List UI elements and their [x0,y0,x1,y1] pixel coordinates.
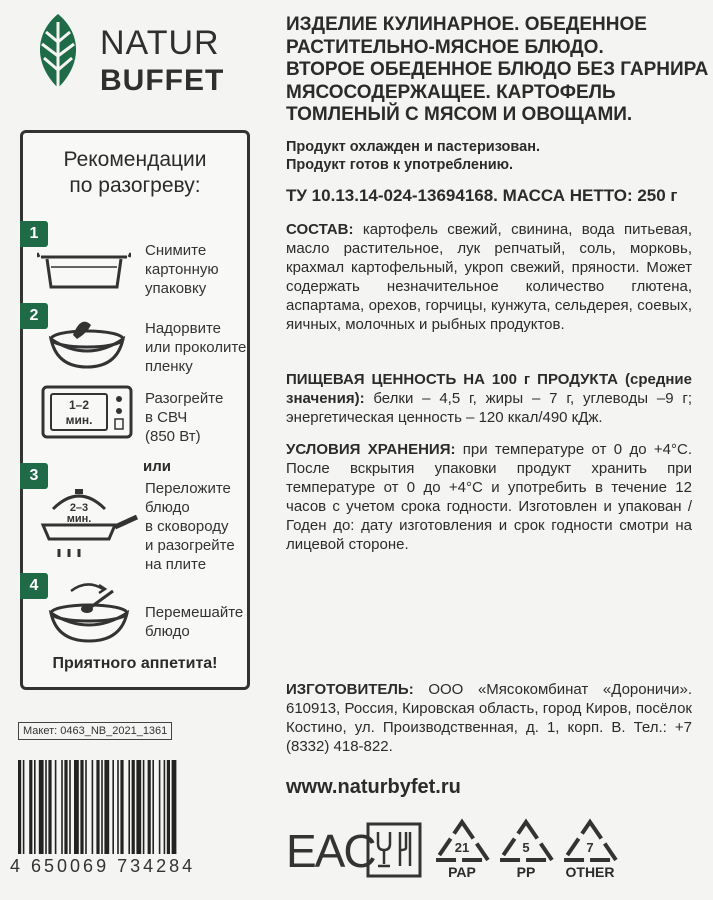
maket-label: Макет: 0463_NB_2021_1361 [18,722,172,740]
barcode-bar [64,760,67,854]
barcode-bar [148,760,151,854]
barcode-number: 4 650069 734284 [10,856,196,876]
recycle-5-icon [496,818,556,864]
bon-appetit: Приятного аппетита! [52,655,218,672]
bowl-pierce-icon [47,313,127,369]
frying-pan-icon [33,473,139,565]
brand-logo [28,12,268,102]
recycle-7-label: OTHER [565,864,615,880]
storage-conditions: УСЛОВИЯ ХРАНЕНИЯ: при температуре от 0 до +4°С. После вскрытия упаковки продукт хранить при температуре от 0 до +4°С и употребить в течение 12 часов с учетом срока годности. Изготовлен и упакован / Годен до: дату изготовления и срок годности смотри на лицевой стороне. [286,441,692,553]
barcode-bar [104,760,109,854]
barcode-bar [167,760,170,854]
svg-text:7: 7 [586,840,594,855]
barcode-bar [45,760,47,854]
heating-title: Рекомендации по разогреву: [63,148,207,197]
step-microwave-text: Разогрейте в СВЧ (850 Вт) [145,390,224,445]
eac-mark-icon: EAC [286,825,375,877]
barcode-bar [18,760,21,854]
tu-mass-line: ТУ 10.13.14-024-13694168. МАССА НЕТТО: 250 г [286,186,678,205]
barcode-image [14,760,238,856]
barcode-bar [61,760,63,854]
step-1-text: Снимите картонную упаковку [145,242,219,297]
svg-text:мин.: мин. [65,413,93,427]
barcode-bar [172,760,177,854]
barcode-bar [128,760,130,854]
barcode-bar [96,760,99,854]
website: www.naturbyfet.ru [286,776,461,798]
recycle-7-icon [560,818,620,864]
recycle-21-icon [432,818,492,864]
brand-line-2: BUFFET [100,64,225,97]
bowl-spoon-icon [47,581,131,643]
step-3-text: Переложите блюдо в сковороду и разогрейте на плите [145,480,235,573]
svg-text:2–3: 2–3 [69,502,89,514]
step-1-badge: 1 [20,221,48,247]
product-subtitle: Продукт охлажден и пастеризован. Продукт готов к употреблению. [286,139,540,173]
barcode-bar [132,760,135,854]
barcode-bar [164,760,166,854]
barcode-bar [29,760,32,854]
heating-panel [20,130,250,690]
barcode-bar [120,760,123,854]
barcode-bar [101,760,103,854]
composition: СОСТАВ: картофель свежий, свинина, вода питьевая, масло растительное, лук репчатый, соль, морковь, крахмал картофельный, укроп свежий, пряности. Может содержать незначительное количество глютена, аспартама, орехов, горчицы, кунжута, сельдерея, соевых, яичных, молочных и рыбных продуктов. [286,221,692,333]
food-contact-icon [366,822,422,878]
svg-text:5: 5 [522,840,530,855]
brand-line-1: NATUR [100,24,220,62]
barcode-bar [85,760,87,854]
recycle-21-label: PAP [448,864,476,880]
barcode-bar [80,760,83,854]
microwave-icon [41,385,133,439]
barcode-bar [159,760,161,854]
barcode-bar [69,760,71,854]
step-2-text: Надорвите или проколите пленку [145,320,247,375]
barcode-bar [152,760,154,854]
barcode-bar [92,760,94,854]
barcode-bar [74,760,79,854]
recycle-5-label: PP [516,864,536,880]
barcode-bar [39,760,44,854]
svg-text:21: 21 [454,840,470,855]
barcode-bar [23,760,25,854]
pan-icon [37,251,131,293]
barcode-bar [117,760,119,854]
barcode-bar [136,760,141,854]
barcode-bar [143,760,145,854]
nutrition: ПИЩЕВАЯ ЦЕННОСТЬ НА 100 г ПРОДУКТА (средние значения): белки – 4,5 г, жиры – 7 г, углеводы –9 г; энергетическая ценность – 120 ккал/490 кДж. [286,371,692,426]
barcode-bar [34,760,36,854]
step-2-badge: 2 [20,303,48,329]
barcode-bar [48,760,51,854]
leaf-icon [28,12,88,100]
step-4-text: Перемешайте блюдо [145,604,244,640]
barcode-bar [112,760,114,854]
svg-text:мин.: мин. [66,513,92,525]
barcode-bar [55,760,57,854]
step-3-badge: 3 [20,463,48,489]
manufacturer: ИЗГОТОВИТЕЛЬ: ООО «Мясокомбинат «Дороничи». 610913, Россия, Кировская область, город Киров, посёлок Костино, ул. Производственная, д. 1, корп. В. Тел.: +7 (8332) 418-822. [286,681,692,755]
or-label: или [143,458,171,475]
step-4-badge: 4 [20,573,48,599]
product-title: ИЗДЕЛИЕ КУЛИНАРНОЕ. ОБЕДЕННОЕ РАСТИТЕЛЬНО-МЯСНОЕ БЛЮДО. ВТОРОЕ ОБЕДЕННОЕ БЛЮДО БЕЗ ГАРНИРА МЯСОСОДЕРЖАЩЕЕ. КАРТОФЕЛЬ ТОМЛЕНЫЙ С МЯСОМ И ОВОЩАМИ. [286,14,709,125]
svg-text:1–2: 1–2 [68,398,90,412]
